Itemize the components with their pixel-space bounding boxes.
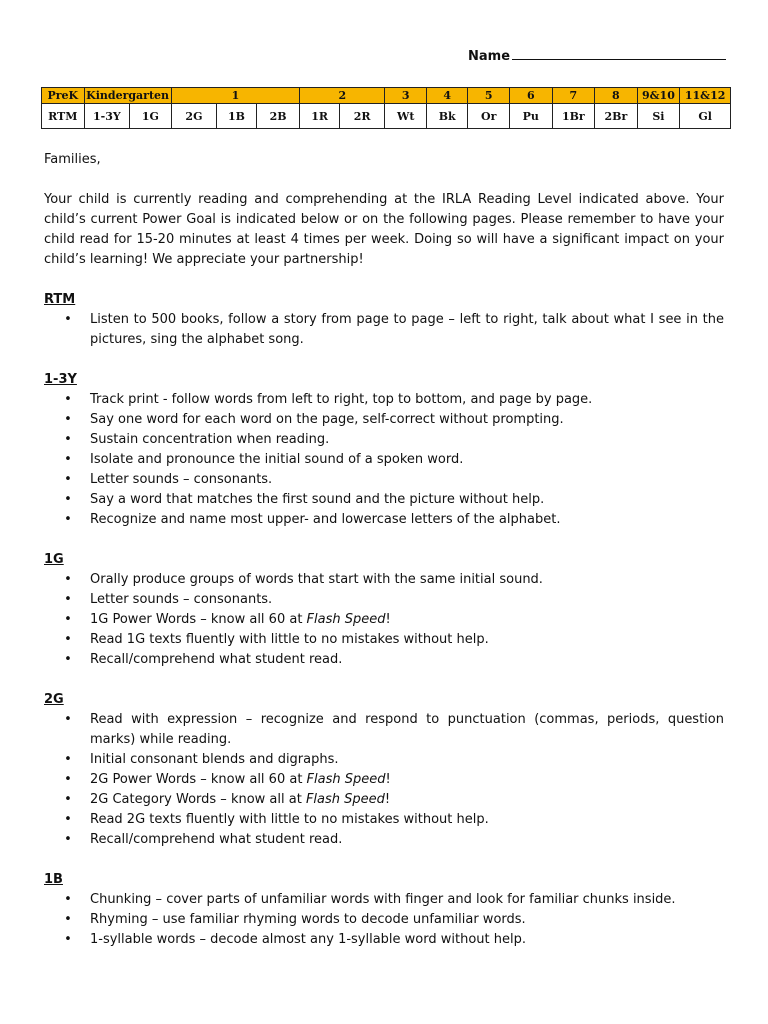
level-cell: Gl [680, 104, 731, 129]
item-text: Recognize and name most upper- and lowercase letters of the alphabet. [90, 512, 561, 527]
letter-body [44, 150, 724, 970]
item-text: Sustain concentration when reading. [90, 432, 330, 447]
list-item [44, 710, 724, 750]
greeting: Families, [44, 152, 101, 167]
bullet-icon: • [64, 452, 72, 467]
bullet-icon: • [64, 892, 72, 907]
list-item [44, 590, 724, 610]
list-item [44, 930, 724, 950]
item-text: ! [384, 792, 391, 807]
intro-paragraph: Your child is currently reading and comprehending at the IRLA Reading Level indicated above. Your child’s current Power Goal is indicated below or on the following pages. Please remember to have your child read for 15-20 minutes at least 4 times per week. Doing so will have a significant impact on your child’s learning! We appreciate your partnership! [44, 192, 724, 267]
level-section [44, 690, 724, 850]
list-item [44, 490, 724, 510]
bullet-icon: • [64, 712, 72, 727]
goal-list [44, 710, 724, 850]
bullet-icon: • [64, 772, 72, 787]
item-text: Read 1G texts fluently with little to no mistakes without help. [90, 632, 489, 647]
bullet-icon: • [64, 812, 72, 827]
list-item [44, 770, 724, 790]
level-cell: RTM [42, 104, 85, 129]
reading-level-table [41, 87, 731, 129]
level-cell: 1G [130, 104, 172, 129]
level-cell: 1B [217, 104, 257, 129]
level-cell: Si [637, 104, 680, 129]
grade-cell: 3 [385, 88, 427, 104]
item-text: 1-syllable words – decode almost any 1-syllable word without help. [90, 932, 527, 947]
level-cell: Wt [385, 104, 427, 129]
emphasis-text: Flash Speed [305, 792, 385, 807]
bullet-icon: • [64, 652, 72, 667]
item-text: Read 2G texts fluently with little to no mistakes without help. [90, 812, 489, 827]
goal-list [44, 890, 724, 950]
bullet-icon: • [64, 632, 72, 647]
section-title: 1G [44, 552, 64, 567]
level-cell: 2Br [595, 104, 638, 129]
grade-cell: 11&12 [680, 88, 731, 104]
level-cell: 2B [256, 104, 300, 129]
level-section [44, 370, 724, 530]
item-text: Read with expression – recognize and respond to punctuation (commas, periods, question marks) while reading. [90, 712, 724, 747]
list-item [44, 830, 724, 850]
item-text: Orally produce groups of words that start with the same initial sound. [90, 572, 543, 587]
level-section [44, 550, 724, 670]
list-item [44, 610, 724, 630]
list-item [44, 750, 724, 770]
goal-list [44, 570, 724, 670]
list-item [44, 570, 724, 590]
bullet-icon: • [64, 932, 72, 947]
section-title: 2G [44, 692, 64, 707]
grade-cell: 4 [426, 88, 468, 104]
item-text: ! [385, 772, 391, 787]
item-text: 2G Category Words – know all at [90, 792, 306, 807]
grade-cell: 6 [510, 88, 553, 104]
bullet-icon: • [64, 792, 72, 807]
level-row [42, 104, 731, 129]
item-text: Letter sounds – consonants. [90, 592, 273, 607]
item-text: Say a word that matches the first sound and the picture without help. [90, 492, 545, 507]
name-field[interactable] [468, 47, 726, 64]
level-cell: 1-3Y [84, 104, 130, 129]
grade-cell: Kindergarten [84, 88, 171, 104]
list-item [44, 430, 724, 450]
level-cell: Or [468, 104, 510, 129]
goal-list [44, 390, 724, 530]
bullet-icon: • [64, 752, 72, 767]
list-item [44, 890, 724, 910]
grade-cell: 8 [595, 88, 638, 104]
item-text: Chunking – cover parts of unfamiliar words with finger and look for familiar chunks inside. [90, 892, 676, 907]
section-title: 1-3Y [44, 372, 77, 387]
list-item [44, 650, 724, 670]
bullet-icon: • [64, 912, 72, 927]
bullet-icon: • [64, 312, 72, 327]
level-cell: 2R [339, 104, 385, 129]
level-section [44, 870, 724, 950]
bullet-icon: • [64, 832, 72, 847]
grade-cell: 5 [468, 88, 510, 104]
list-item [44, 310, 724, 350]
item-text: 2G Power Words – know all 60 at [90, 772, 307, 787]
name-blank-line[interactable] [512, 47, 726, 60]
power-goal-sections [44, 290, 724, 950]
grade-cell: PreK [42, 88, 85, 104]
list-item [44, 910, 724, 930]
item-text: Recall/comprehend what student read. [90, 652, 343, 667]
level-cell: Pu [510, 104, 553, 129]
item-text: Say one word for each word on the page, self-correct without prompting. [90, 412, 564, 427]
list-item [44, 390, 724, 410]
list-item [44, 810, 724, 830]
list-item [44, 790, 724, 810]
goal-list [44, 310, 724, 350]
grade-cell: 1 [171, 88, 300, 104]
item-text: ! [385, 612, 391, 627]
item-text: Rhyming – use familiar rhyming words to decode unfamiliar words. [90, 912, 526, 927]
bullet-icon: • [64, 492, 72, 507]
level-cell: 1R [300, 104, 340, 129]
grade-row [42, 88, 731, 104]
bullet-icon: • [64, 412, 72, 427]
item-text: Letter sounds – consonants. [90, 472, 273, 487]
list-item [44, 450, 724, 470]
bullet-icon: • [64, 612, 72, 627]
bullet-icon: • [64, 512, 72, 527]
item-text: Initial consonant blends and digraphs. [90, 752, 339, 767]
grade-cell: 2 [300, 88, 385, 104]
item-text: Track print - follow words from left to right, top to bottom, and page by page. [90, 392, 593, 407]
level-cell: 1Br [552, 104, 595, 129]
grade-cell: 9&10 [637, 88, 680, 104]
emphasis-text: Flash Speed [306, 612, 386, 627]
list-item [44, 470, 724, 490]
bullet-icon: • [64, 592, 72, 607]
bullet-icon: • [64, 432, 72, 447]
item-text: 1G Power Words – know all 60 at [90, 612, 307, 627]
level-cell: 2G [171, 104, 217, 129]
item-text: Isolate and pronounce the initial sound of a spoken word. [90, 452, 464, 467]
level-section [44, 290, 724, 350]
level-cell: Bk [426, 104, 468, 129]
bullet-icon: • [64, 572, 72, 587]
list-item [44, 510, 724, 530]
grade-cell: 7 [552, 88, 595, 104]
bullet-icon: • [64, 472, 72, 487]
section-title: 1B [44, 872, 63, 887]
name-label: Name [468, 49, 511, 64]
bullet-icon: • [64, 392, 72, 407]
emphasis-text: Flash Speed [306, 772, 386, 787]
list-item [44, 410, 724, 430]
section-title: RTM [44, 292, 76, 307]
list-item [44, 630, 724, 650]
item-text: Listen to 500 books, follow a story from page to page – left to right, talk about what I see in the pictures, sing the alphabet song. [90, 312, 724, 347]
item-text: Recall/comprehend what student read. [90, 832, 343, 847]
